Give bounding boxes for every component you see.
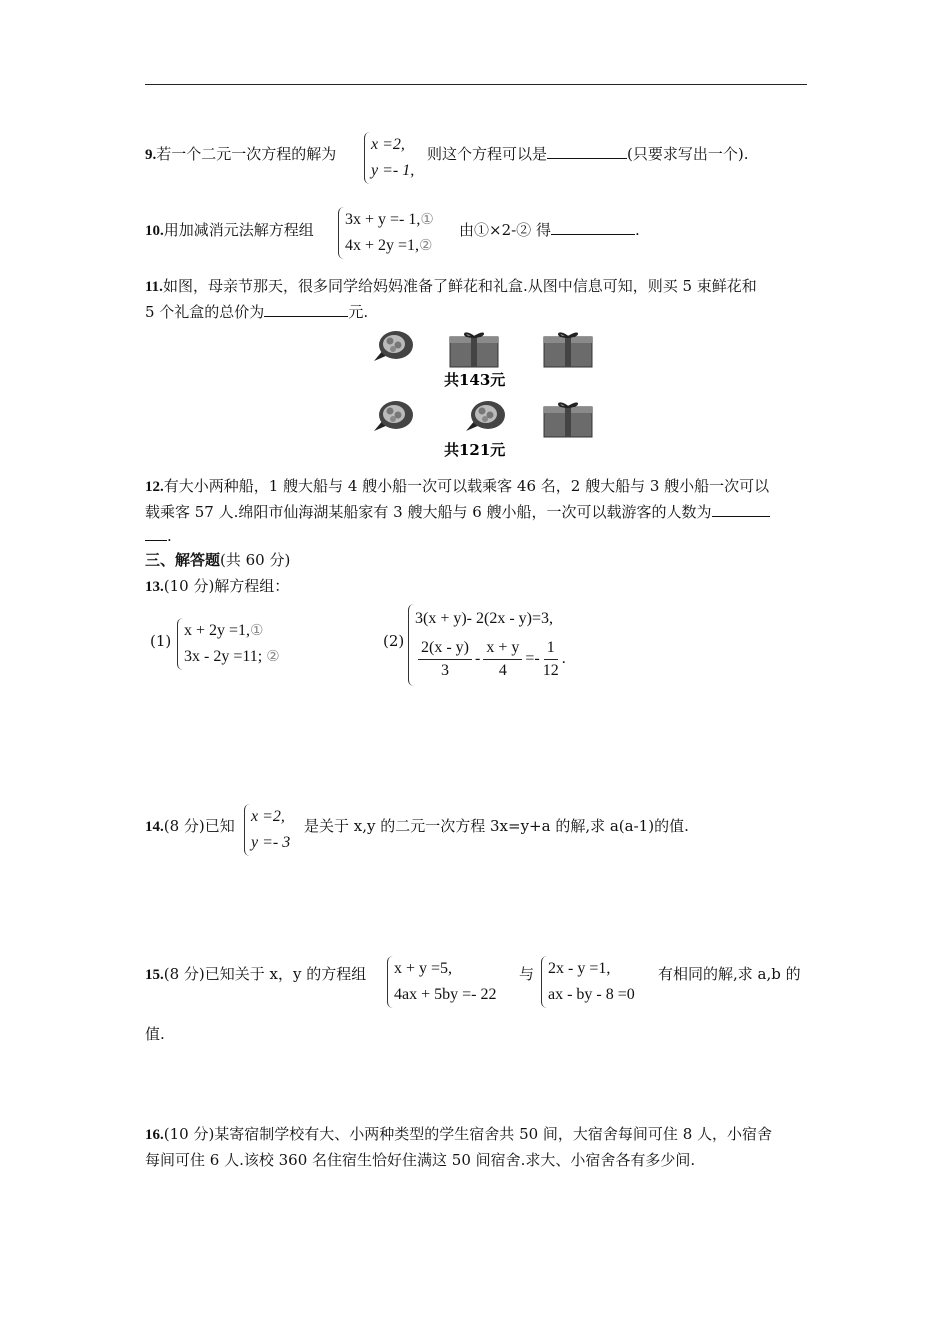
equation: ax - by - 8 =0 — [548, 986, 635, 1003]
question-text: 由①×2-② 得 — [459, 221, 551, 239]
circled-number: ② — [266, 649, 280, 665]
equation-system-1 — [177, 618, 280, 670]
equation: y =- 3 — [251, 834, 291, 851]
header-rule — [145, 84, 807, 85]
question-number: 16. — [145, 1127, 164, 1143]
flowers-gifts-figure — [364, 325, 594, 463]
fraction — [543, 637, 559, 682]
figure-label-1: 共143元 — [444, 371, 506, 389]
part-2-label: (2) — [383, 632, 405, 650]
equation-text: x + 2y =1, — [184, 622, 251, 639]
equation: 3(x + y)- 2(2x - y)=3, — [415, 610, 554, 627]
figure-label-2: 共121元 — [444, 441, 506, 459]
solution-system — [364, 132, 414, 184]
equation: 4ax + 5by =- 22 — [394, 986, 497, 1003]
question-text: 如图，母亲节那天，很多同学给妈妈准备了鲜花和礼盒.从图中信息可知，则买 5 束鲜花和 — [162, 277, 757, 295]
question-number: 9. — [145, 147, 157, 163]
equation-text: 3x - 2y =11; — [184, 648, 263, 665]
question-text: (8 分)已知 — [163, 817, 235, 835]
answer-blank[interactable] — [551, 220, 635, 235]
question-text: (只要求写出一个). — [627, 145, 749, 163]
conjunction: 与 — [519, 965, 535, 983]
equation: y =- 1, — [371, 162, 415, 179]
question-9 — [145, 144, 336, 165]
question-text: 有大小两种船，1 艘大船与 4 艘小船一次可以载乘客 46 名，2 艘大船与 3 艘小船一次可以 — [163, 477, 770, 495]
question-15-line-2: 值. — [145, 1025, 165, 1043]
numerator: 1 — [544, 637, 558, 660]
question-13 — [145, 576, 289, 597]
question-text: (10 分)某寄宿制学校有大、小两种类型的学生宿舍共 50 间，大宿舍每间可住 8 人，小宿舍 — [163, 1125, 773, 1143]
numerator: x + y — [483, 637, 522, 660]
answer-blank[interactable] — [145, 526, 167, 541]
gift-box-icon — [544, 403, 592, 437]
question-text: (10 分)解方程组： — [163, 577, 290, 595]
question-number: 13. — [145, 579, 164, 595]
denominator: 3 — [440, 661, 449, 679]
equation-text: 4x + 2y =1, — [345, 237, 420, 254]
question-text: 用加减消元法解方程组 — [163, 221, 314, 239]
question-11-line-2 — [145, 302, 368, 322]
answer-blank[interactable] — [264, 302, 348, 317]
fraction — [483, 637, 522, 682]
equation-system-2 — [408, 604, 566, 686]
equation-text: 3x + y =- 1, — [345, 211, 421, 228]
question-number: 15. — [145, 967, 164, 983]
question-text: (8 分)已知关于 x，y 的方程组 — [163, 965, 367, 983]
denominator: 12 — [542, 661, 559, 679]
solution-system — [244, 804, 290, 856]
question-14-continued: 是关于 x,y 的二元一次方程 3x=y+a 的解,求 a(a-1)的值. — [304, 817, 689, 835]
question-text: . — [634, 221, 640, 239]
numerator: 2(x - y) — [418, 637, 472, 660]
question-text: 元. — [348, 303, 369, 321]
question-15 — [145, 964, 366, 985]
question-16-line-1 — [145, 1124, 772, 1145]
question-15-continued: 有相同的解,求 a,b 的 — [658, 965, 801, 983]
question-9-continued — [427, 144, 749, 164]
question-11-line-1 — [145, 276, 757, 297]
question-number: 10. — [145, 223, 164, 239]
question-12-line-2 — [145, 502, 770, 522]
circled-number: ① — [420, 212, 434, 228]
question-number: 12. — [145, 479, 164, 495]
fraction-equation — [415, 632, 566, 686]
question-number: 14. — [145, 819, 164, 835]
equation: 2x - y =1, — [548, 960, 611, 977]
question-number: 11. — [145, 279, 163, 295]
equation: x =2, — [371, 136, 405, 153]
question-12-line-1 — [145, 476, 769, 497]
equation — [184, 618, 280, 644]
answer-blank[interactable] — [547, 144, 627, 159]
equation-system-2 — [541, 956, 635, 1008]
answer-blank[interactable] — [712, 502, 770, 517]
section-title: 三、解答题 — [145, 551, 221, 569]
operator: =- — [525, 650, 540, 667]
section-score: (共 60 分) — [220, 551, 291, 569]
question-text: 载乘客 57 人.绵阳市仙海湖某船家有 3 艘大船与 6 艘小船，一次可以载游客的人数为 — [145, 503, 712, 521]
denominator: 4 — [498, 661, 507, 679]
question-16-line-2: 每间可住 6 人.该校 360 名住宿生恰好住满这 50 间宿舍.求大、小宿舍各有多少间. — [145, 1151, 696, 1169]
bouquet-icon — [374, 331, 413, 361]
fraction — [418, 637, 472, 682]
gift-box-icon — [450, 333, 498, 367]
punctuation: . — [561, 650, 566, 667]
question-12-line-3 — [145, 526, 172, 546]
operator: - — [474, 650, 481, 667]
equation-system — [338, 207, 434, 259]
equation — [184, 644, 280, 670]
question-10-continued — [459, 220, 640, 240]
question-text: . — [167, 527, 172, 545]
question-10 — [145, 220, 314, 241]
equation — [345, 207, 434, 233]
bouquet-icon — [374, 401, 413, 431]
part-1-label: (1) — [150, 632, 172, 650]
section-heading — [145, 550, 290, 570]
gift-box-icon — [544, 333, 592, 367]
equation-system-1 — [387, 956, 496, 1008]
circled-number: ② — [419, 238, 433, 254]
question-text: 5 个礼盒的总价为 — [145, 303, 265, 321]
question-text: 则这个方程可以是 — [427, 145, 548, 163]
figure-graphic — [364, 325, 594, 463]
equation: x =2, — [251, 808, 285, 825]
bouquet-icon — [466, 401, 505, 431]
circled-number: ① — [250, 623, 264, 639]
question-14 — [145, 816, 235, 837]
equation: x + y =5, — [394, 960, 453, 977]
equation — [345, 233, 434, 259]
question-text: 若一个二元一次方程的解为 — [156, 145, 337, 163]
